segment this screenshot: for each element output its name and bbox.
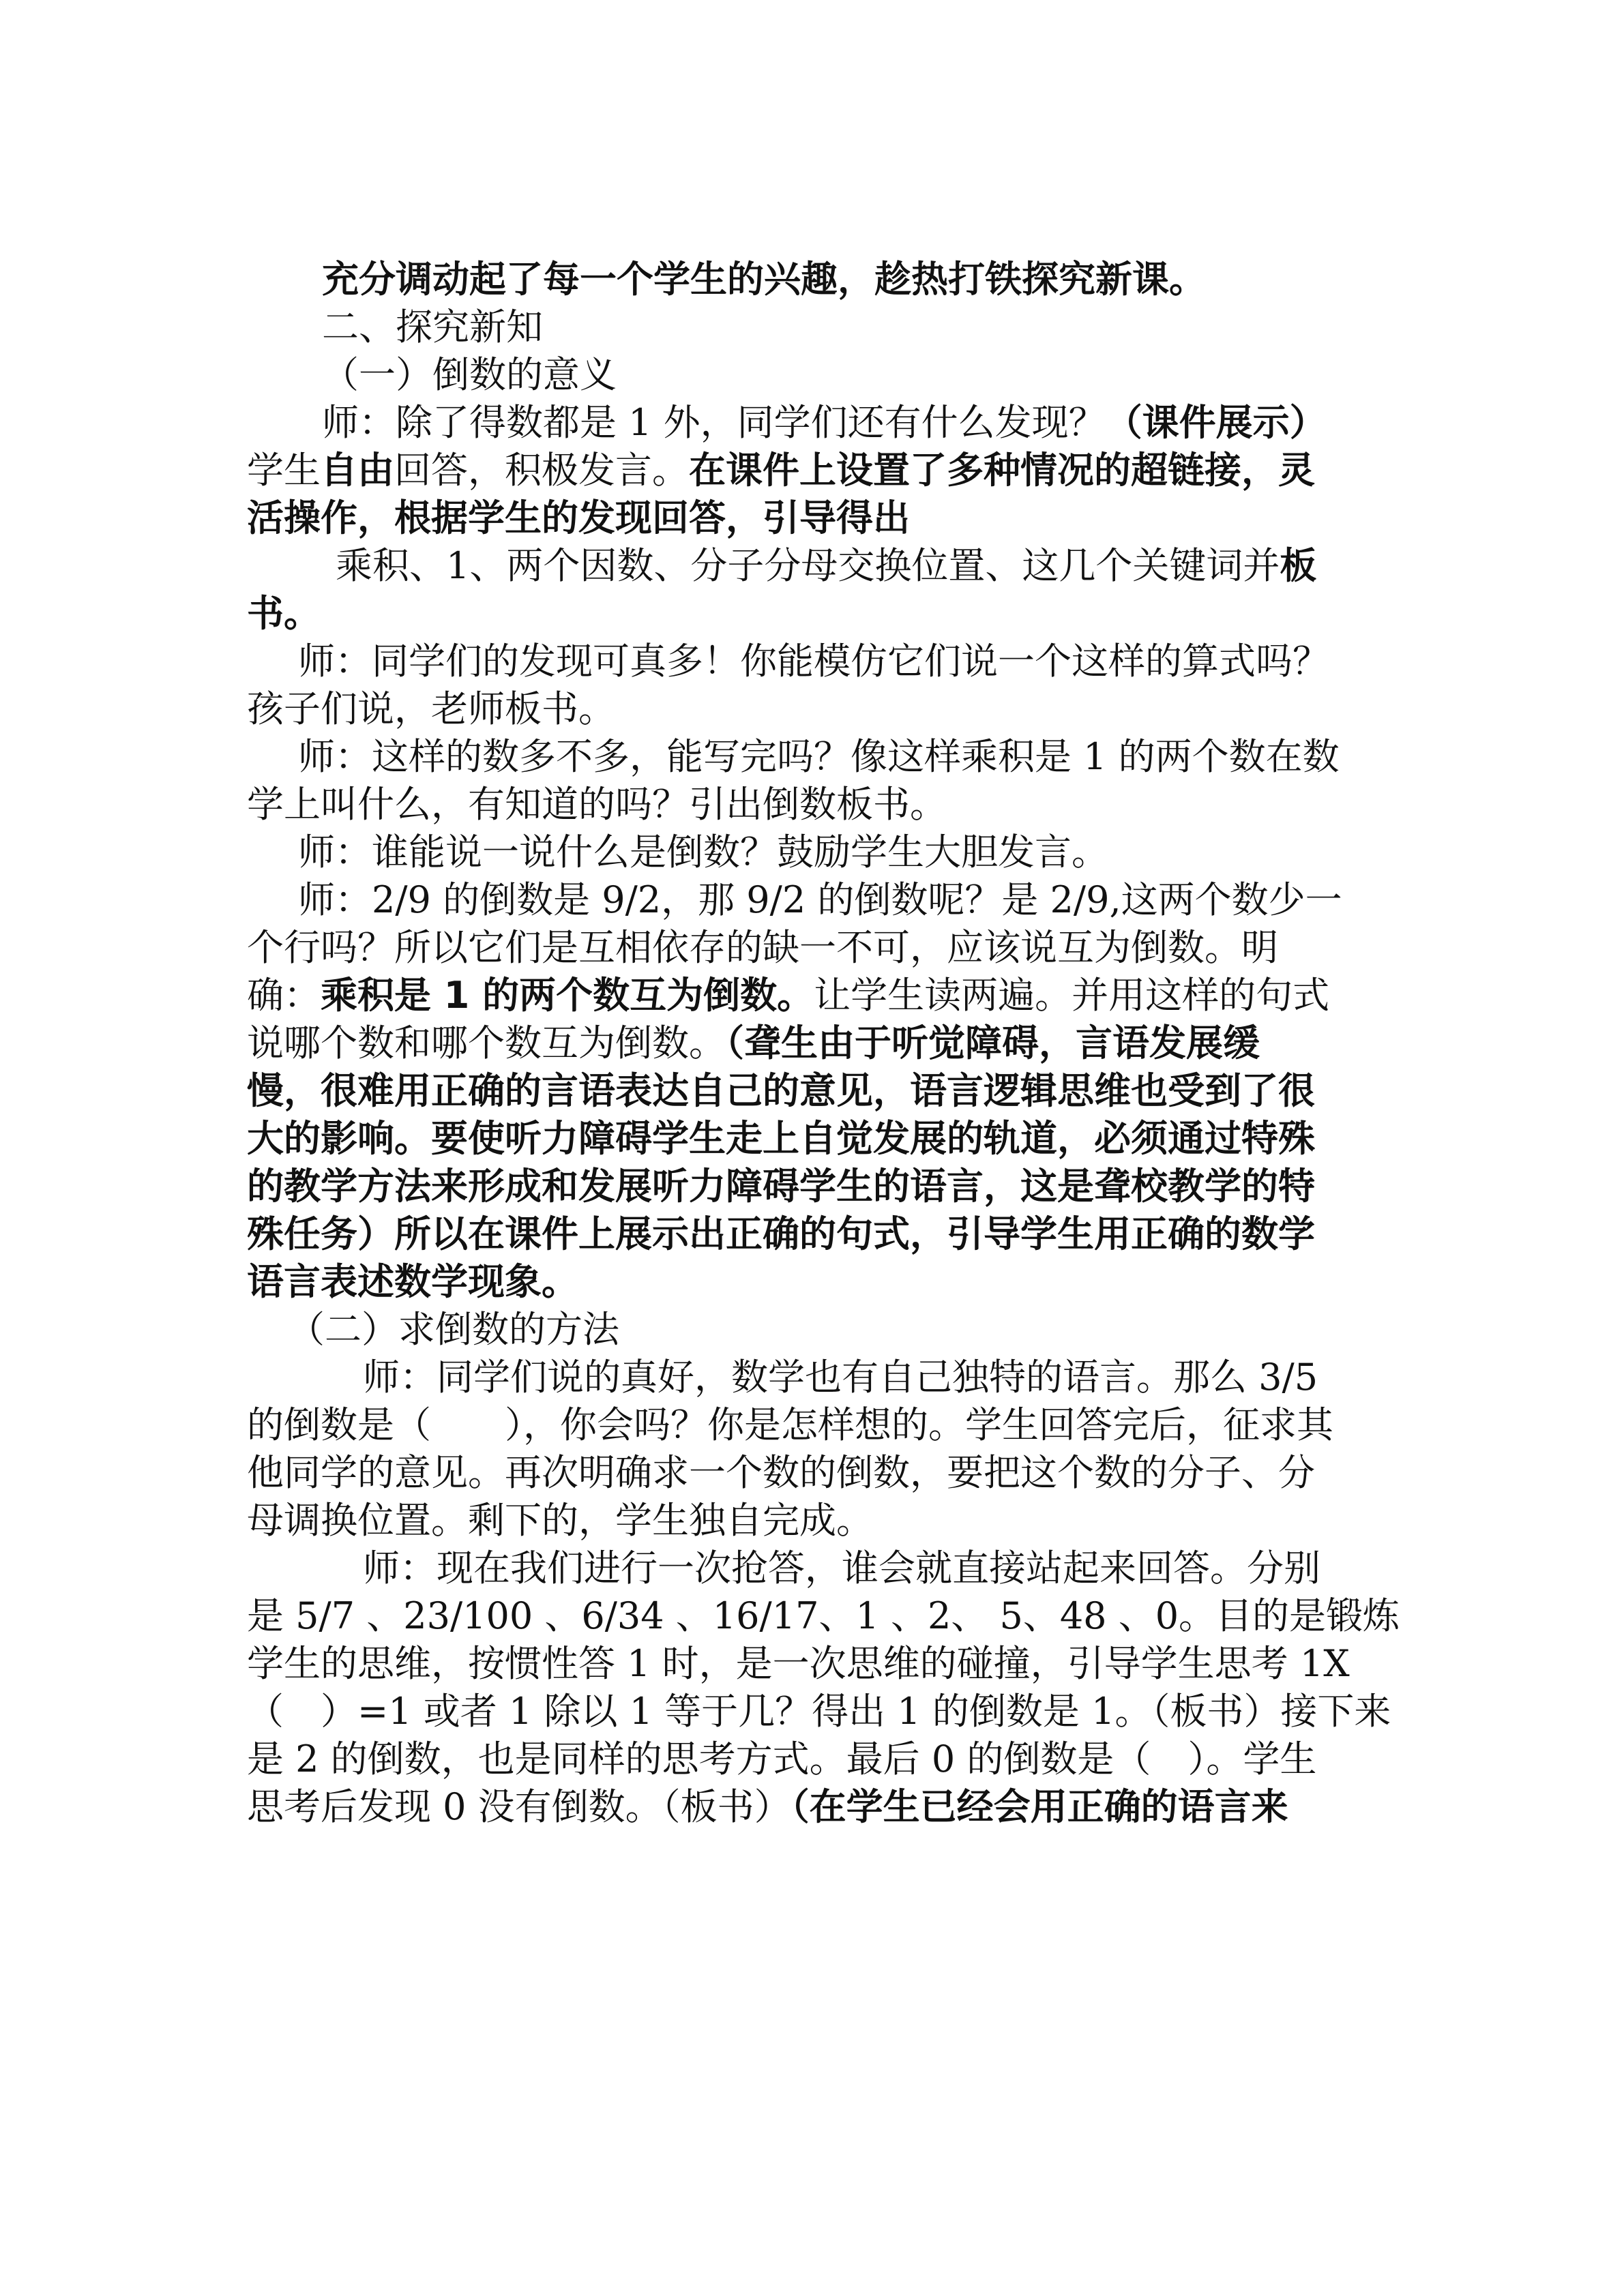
paragraph-line: 书。 [247, 592, 321, 635]
paragraph-line: 师：这样的数多不多，能写完吗？像这样乘积是 1 的两个数在数 [298, 735, 1340, 778]
paragraph-line: 殊任务）所以在课件上展示出正确的句式，引导学生用正确的数学 [247, 1212, 1315, 1255]
paragraph-line: 是 5/7 、23/100 、6/34 、16/17、1 、2、 5、48 、0。目的是锻炼 [247, 1594, 1400, 1637]
section-heading: 二、探究新知 [322, 305, 543, 348]
paragraph-line: 孩子们说，老师板书。 [247, 687, 615, 730]
paragraph-line: 大的影响。要使听力障碍学生走上自觉发展的轨道，必须通过特殊 [247, 1117, 1315, 1160]
paragraph-line: 是 2 的倒数，也是同样的思考方式。最后 0 的倒数是（ ）。学生 [247, 1738, 1317, 1780]
paragraph-line: （ ）=1 或者 1 除以 1 等于几？得出 1 的倒数是 1。（板书）接下来 [247, 1690, 1391, 1733]
paragraph-line: 乘积、1、两个因数、分子分母交换位置、这几个关键词并板 [336, 544, 1317, 587]
paragraph-line: 的教学方法来形成和发展听力障碍学生的语言，这是聋校教学的特 [247, 1165, 1315, 1208]
paragraph-line: 母调换位置。剩下的，学生独自完成。 [247, 1499, 873, 1542]
paragraph-line: 学上叫什么，有知道的吗？引出倒数板书。 [247, 783, 947, 826]
paragraph-line: 活操作，根据学生的发现回答，引导得出 [247, 496, 910, 539]
document-page [247, 256, 1400, 1831]
paragraph-line: 个行吗？所以它们是互相依存的缺一不可，应该说互为倒数。明 [247, 926, 1278, 969]
paragraph-line: 语言表述数学现象。 [247, 1260, 578, 1303]
paragraph-line: 充分调动起了每一个学生的兴趣，趁热打铁探究新课。 [322, 258, 1206, 301]
paragraph-line: 师：同学们的发现可真多！你能模仿它们说一个这样的算式吗？ [298, 640, 1329, 683]
paragraph-line: 慢，很难用正确的言语表达自己的意见，语言逻辑思维也受到了很 [247, 1069, 1315, 1112]
paragraph-line: 师：除了得数都是 1 外，同学们还有什么发现？（课件展示） [322, 401, 1327, 444]
paragraph-line: 确：乘积是 1 的两个数互为倒数。让学生读两遍。并用这样的句式 [247, 974, 1330, 1017]
subsection-heading: （二）求倒数的方法 [288, 1308, 619, 1351]
paragraph-line: 说哪个数和哪个数互为倒数。（聋生由于听觉障碍，言语发展缓 [247, 1022, 1260, 1064]
paragraph-line: 师：现在我们进行一次抢答，谁会就直接站起来回答。分别 [363, 1547, 1320, 1590]
paragraph-line: 师：同学们说的真好，数学也有自己独特的语言。那么 3/5 [363, 1356, 1318, 1399]
paragraph-line: 学生自由回答，积极发言。在课件上设置了多种情况的超链接，灵 [247, 449, 1315, 492]
paragraph-line: 师：谁能说一说什么是倒数？鼓励学生大胆发言。 [298, 831, 1108, 874]
paragraph-line: 的倒数是（ ），你会吗？你是怎样想的。学生回答完后，征求其 [247, 1403, 1333, 1446]
paragraph-line: 思考后发现 0 没有倒数。（板书）（在学生已经会用正确的语言来 [247, 1785, 1288, 1828]
subsection-heading: （一）倒数的意义 [322, 353, 617, 396]
paragraph-line: 师：2/9 的倒数是 9/2，那 9/2 的倒数呢？是 2/9,这两个数少一 [298, 878, 1342, 921]
paragraph-line: 他同学的意见。再次明确求一个数的倒数，要把这个数的分子、分 [247, 1451, 1315, 1494]
paragraph-line: 学生的思维，按惯性答 1 时，是一次思维的碰撞，引导学生思考 1X [247, 1642, 1350, 1685]
